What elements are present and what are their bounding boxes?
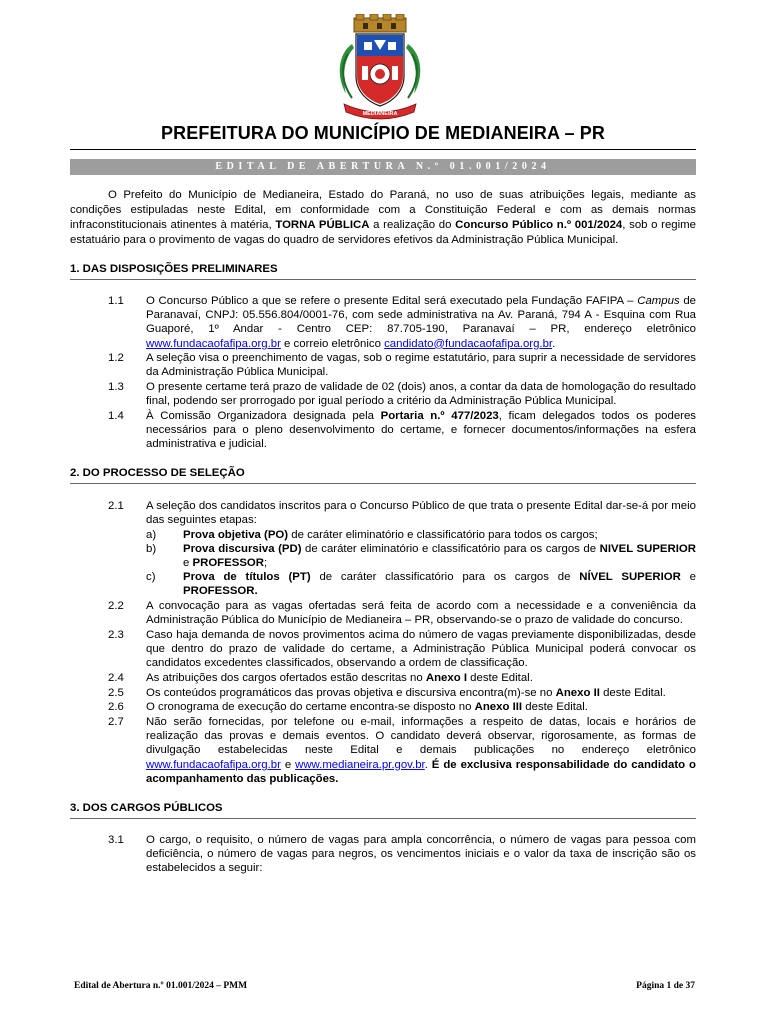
section-heading-1: 1. DAS DISPOSIÇÕES PRELIMINARES xyxy=(70,262,696,280)
candidate-email-link[interactable]: candidato@fundacaofafipa.org.br xyxy=(384,337,553,350)
section-heading-2: 2. DO PROCESSO DE SELEÇÃO xyxy=(70,466,696,484)
section-heading-3: 3. DOS CARGOS PÚBLICOS xyxy=(70,801,696,819)
page-title: PREFEITURA DO MUNICÍPIO DE MEDIANEIRA – PR xyxy=(161,123,605,143)
title-divider xyxy=(70,149,696,150)
fafipa-website-link-2[interactable]: www.fundacaofafipa.org.br xyxy=(146,758,281,771)
footer-edital-ref: Edital de Abertura n.º 01.001/2024 – PMM xyxy=(74,981,248,991)
intro-paragraph: O Prefeito do Município de Medianeira, Estado do Paraná, no uso de suas atribuições legais, mediante as condições estipuladas neste Edital, em conformidade com a Constituição Federal e com as demais normas infraconstitucionais atinentes à matéria, TORNA PÚBLICA a realização do Concurso Público n.º 001/2024, sob o regime estatuário para o provimento de vagas do quadro de servidores efetivos da Administração Pública Municipal. xyxy=(70,189,697,246)
edital-banner: EDITAL DE ABERTURA N.º 01.001/2024 xyxy=(70,159,696,175)
crest-ribbon-text: MEDIANEIRA xyxy=(362,111,398,117)
municipal-crest-logo xyxy=(330,14,430,120)
fafipa-website-link[interactable]: www.fundacaofafipa.org.br xyxy=(146,337,281,350)
medianeira-website-link[interactable]: www.medianeira.pr.gov.br xyxy=(295,758,425,771)
footer-page-number: Página 1 de 37 xyxy=(636,981,695,991)
